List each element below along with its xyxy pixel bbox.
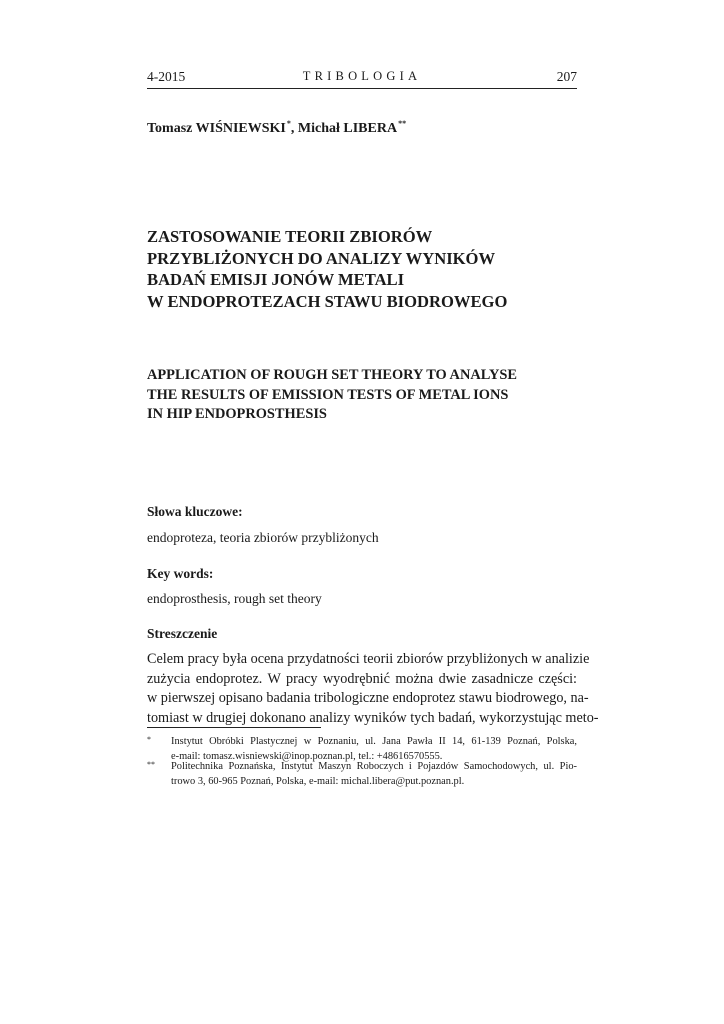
footnote-line: Instytut Obróbki Plastycznej w Poznaniu, ul. Jana Pawła II 14, 61-139 Poznań, Polska, [171,736,577,747]
journal-name: TRIBOLOGIA [302,69,422,83]
abstract-line: zużycia endoprotez. W pracy wyodrębnić można dwie zasadnicze części: [147,670,577,687]
footnote-2 [147,760,577,789]
footnote-line: Politechnika Poznańska, Instytut Maszyn Roboczych i Pojazdów Samochodowych, ul. Pio- [171,761,577,772]
keywords-en-label: Key words: [147,566,214,581]
page-number: 207 [556,69,577,84]
keywords-en-text: endoprosthesis, rough set theory [147,591,322,606]
title-line: THE RESULTS OF EMISSION TESTS OF METAL IONS [147,386,509,403]
issue-number: 4-2015 [147,69,186,84]
abstract-line: w pierwszej opisano badania tribologiczne endoprotez stawu biodrowego, na- [147,690,589,706]
title-english [147,366,517,425]
affiliation-mark: ** [398,119,407,128]
author-name: Michał LIBERA [297,121,398,136]
keywords-pl-text: endoproteza, teoria zbiorów przybliżonych [147,530,379,545]
title-line: PRZYBLIŻONYCH DO ANALIZY WYNIKÓW [147,248,496,268]
title-line: W ENDOPROTEZACH STAWU BIODROWEGO [147,291,508,311]
title-line: ZASTOSOWANIE TEORII ZBIORÓW [147,227,433,246]
title-line: BADAŃ EMISJI JONÓW METALI [147,270,405,289]
authors-line [147,119,406,137]
abstract-body [147,650,599,728]
footnote-line: e-mail: tomasz.wisniewski@inop.poznan.pl, tel.: +48616570555. [171,750,443,762]
abstract-label: Streszczenie [147,626,218,641]
author-separator: , [290,121,298,136]
title-line: IN HIP ENDOPROSTHESIS [147,406,327,422]
abstract-line: Celem pracy była ocena przydatności teorii zbiorów przybliżonych w analizie [147,651,590,667]
title-line: APPLICATION OF ROUGH SET THEORY TO ANALYSE [147,367,518,383]
footnote-rule [147,727,321,728]
footnote-mark: ** [147,760,155,769]
footnote-line: trowo 3, 60-965 Poznań, Polska, e-mail: michal.libera@put.poznan.pl. [171,775,465,787]
keywords-pl-label: Słowa kluczowe: [147,504,243,519]
title-polish [147,226,507,312]
footnote-mark: * [147,735,151,744]
abstract-line: tomiast w drugiej dokonano analizy wyników tych badań, wykorzystując meto- [147,709,599,726]
author-name: Tomasz WIŚNIEWSKI [147,121,286,136]
affiliation-mark: * [286,119,291,128]
header-rule [147,88,577,89]
